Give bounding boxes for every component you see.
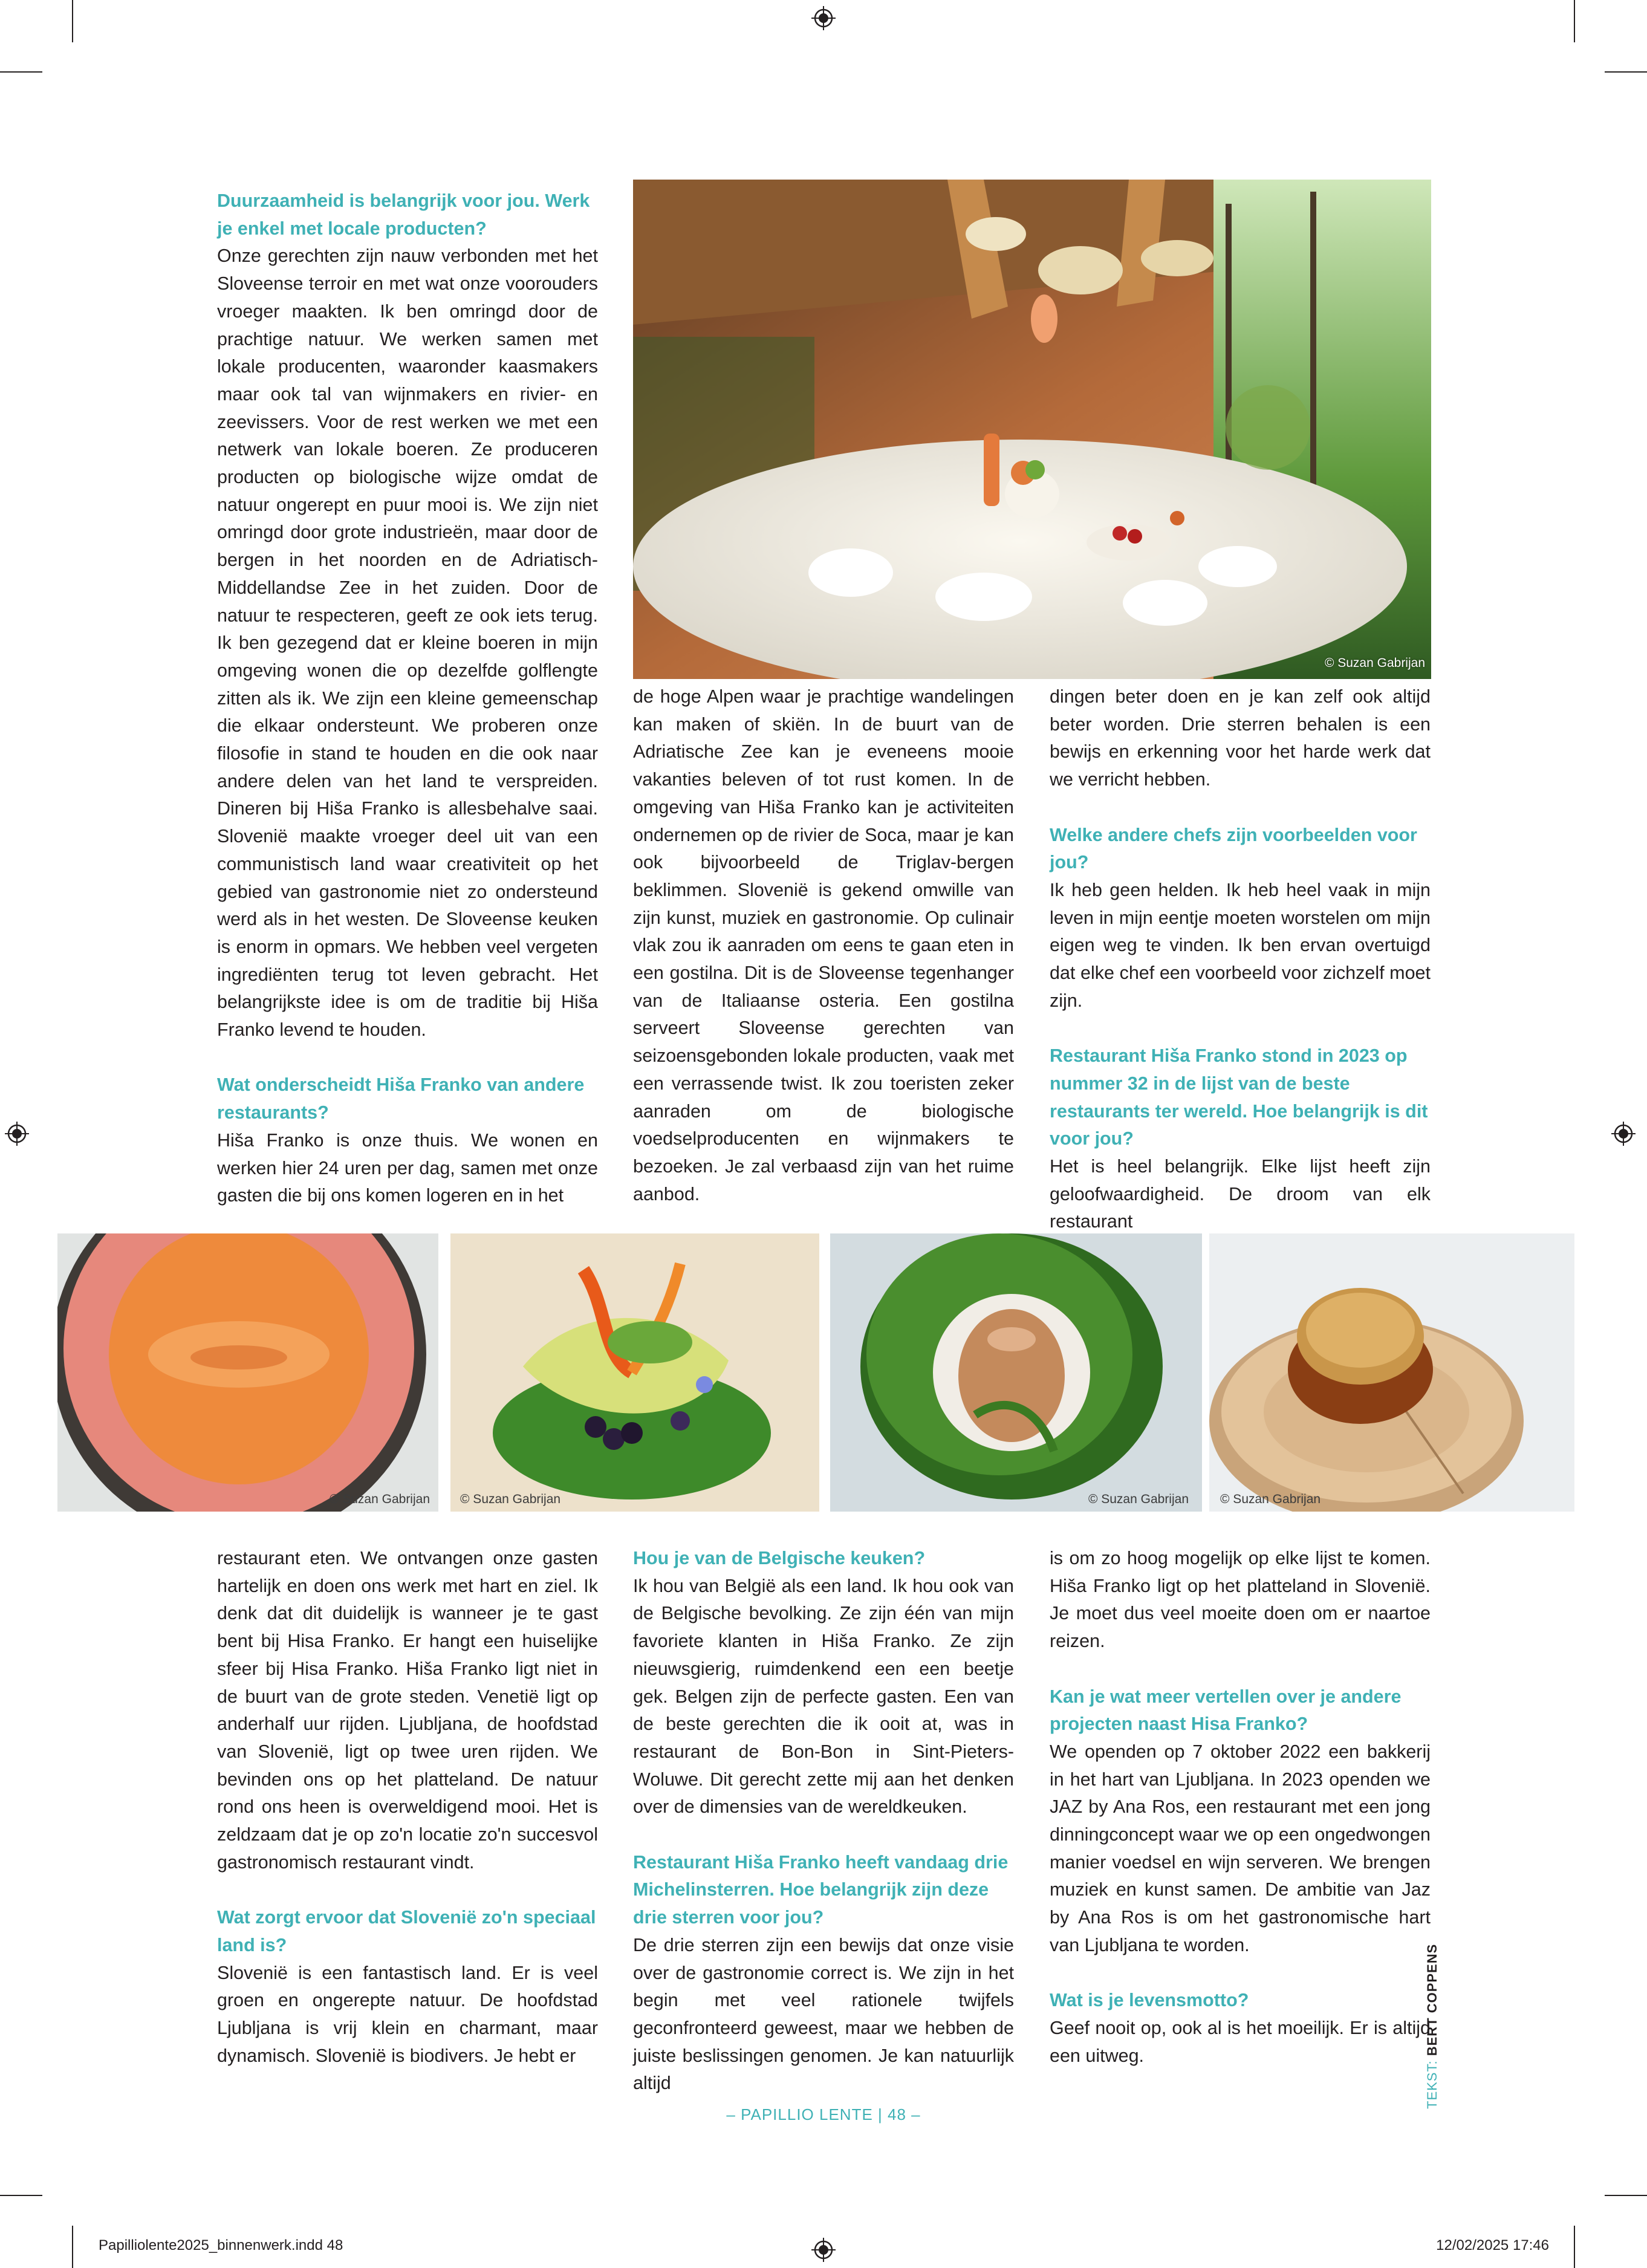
answer-text: is om zo hoog mogelijk op elke lijst te komen. Hiša Franko ligt op het platteland in Slovenië. Je moet dus veel moeite doen om er naartoe reizen.: [1050, 1548, 1431, 1652]
answer-text: Slovenië is een fantastisch land. Er is veel groen en ongerepte natuur. De hoofdstad Ljubljana is vrij klein en charmant, maar dynamisch. Slovenië is biodivers. Je hebt er: [217, 1962, 598, 2066]
author-credit: [1424, 1944, 1440, 2109]
question-heading: Duurzaamheid is belangrijk voor jou. Werk je enkel met locale producten?: [217, 190, 590, 239]
qa-block: [1050, 1042, 1431, 1236]
qa-block: [1050, 1987, 1431, 2070]
qa-block: [633, 1849, 1014, 2097]
registration-mark-icon: [1611, 1122, 1636, 1146]
author-label: TEKST:: [1424, 2060, 1440, 2109]
crop-mark: [0, 2195, 42, 2196]
question-heading: Welke andere chefs zijn voorbeelden voor jou?: [1050, 824, 1417, 873]
answer-text: restaurant eten. We ontvangen onze gasten hartelijk en doen ons werk met hart en ziel. Ik denk dat dit duidelijk is wanneer je te gast bent bij Hisa Franko. Er hangt een huiselijke sfeer bij Hisa Franko. Hiša Franko ligt niet in de buurt van de grote steden. Venetië ligt op anderhalf uur rijden. Ljubljana, de hoofdstad van Slovenië, ligt op twee uren rijden. We bevinden ons op het platteland. De natuur rond ons heen is overweldigend mooi. Het is zeldzaam dat je op zo'n locatie zo'n succesvol gastronomisch restaurant vindt.: [217, 1548, 598, 1873]
photo-credit: © Suzan Gabrijan: [460, 1492, 561, 1506]
registration-mark-icon: [5, 1122, 29, 1146]
qa-block: [217, 1071, 598, 1210]
registration-mark-icon: [811, 2238, 836, 2262]
print-slug-file: Papilliolente2025_binnenwerk.indd 48: [99, 2237, 343, 2253]
question-heading: Wat onderscheidt Hiša Franko van andere restaurants?: [217, 1074, 585, 1123]
qa-block: [1050, 1683, 1431, 1960]
article-column-6: [1050, 1545, 1431, 2070]
answer-text: Het is heel belangrijk. Elke lijst heeft zijn geloofwaardigheid. De droom van elk restaurant: [1050, 1155, 1431, 1232]
qa-block: [633, 683, 1014, 1208]
print-slug-date: 12/02/2025 17:46: [1436, 2237, 1549, 2253]
crop-mark: [72, 2226, 73, 2268]
crop-mark: [72, 0, 73, 42]
question-heading: Hou je van de Belgische keuken?: [633, 1548, 926, 1568]
qa-block: [1050, 683, 1431, 794]
leaf-plate-photo: [830, 1233, 1202, 1512]
qa-block: [217, 1904, 598, 2070]
qa-block: [1050, 822, 1431, 1015]
qa-block: [633, 1545, 1014, 1821]
answer-text: We openden op 7 oktober 2022 een bakkerij in het hart van Ljubljana. In 2023 openden we JAZ by Ana Ros, een restaurant met een jong dinningconcept waar we op een ongedwongen manier voedsel en wijn serveren. We brengen muziek en kunst samen. De ambitie van Jaz by Ana Ros is om het gastronomische hart van Ljubljana te worden.: [1050, 1741, 1431, 1955]
answer-text: de hoge Alpen waar je prachtige wandelingen kan maken of skiën. In de buurt van de Adriatische Zee kan je eveneens mooie vakanties beleven of tot rust komen. In de omgeving van Hiša Franko kan je activiteiten ondernemen op de rivier de Soca, maar je kan ook bijvoorbeeld de Triglav-bergen beklimmen. Slovenië is gekend omwille van zijn kunst, muziek en gastronomie. Op culinair vlak zou ik aanraden om eens te gaan eten in een gostilna. Dit is de Sloveense tegenhanger van de Italiaanse osteria. Een gostilna serveert Sloveense gerechten van seizoensgebonden lokale producten, vaak met een verrassende twist. Ik zou toeristen zeker aanraden om de biologische voedselproducenten en wijnmakers te bezoeken. Je zal verbaasd zijn van het ruime aanbod.: [633, 686, 1014, 1204]
crop-mark: [1605, 71, 1647, 73]
page-folio: – PAPILLIO LENTE | 48 –: [726, 2105, 921, 2123]
article-column-5: [633, 1545, 1014, 2097]
question-heading: Wat is je levensmotto?: [1050, 1990, 1249, 2011]
question-heading: Wat zorgt ervoor dat Slovenië zo'n speciaal land is?: [217, 1907, 596, 1955]
qa-block: [217, 1545, 598, 1876]
bread-bun-photo: [1209, 1233, 1574, 1512]
restaurant-interior-photo: [633, 180, 1431, 679]
photo-credit: © Suzan Gabrijan: [1324, 656, 1425, 670]
answer-text: Geef nooit op, ook al is het moeilijk. Er is altijd een uitweg.: [1050, 2017, 1431, 2066]
answer-text: Onze gerechten zijn nauw verbonden met het Sloveense terroir en met wat onze voorouders vroeger maakten. Ik ben omringd door de prachtige natuur. We werken samen met lokale producenten, waaronder kaasmakers maar ook tal van wijnmakers en rivier- en zeevissers. Voor de rest werken we met een netwerk van lokale boeren. Ze produceren producten op biologische wijze omdat de natuur ongerept en puur mooi is. We zijn niet omringd door grote industrieën, maar door de bergen in het noorden en de Adriatisch-Middellandse Zee in het zuiden. Door de natuur te respecteren, geeft ze ook iets terug. Ik ben gezegend dat er kleine boeren in mijn omgeving wonen die op dezelfde golflengte zitten als ik. We zijn een kleine gemeenschap die elkaar ondersteunt. We proberen onze filosofie in stand te houden en die ook naar andere delen van het land te verspreiden. Dineren bij Hiša Franko is allesbehalve saai. Slovenië maakte vroeger deel uit van een communistisch land waar creativiteit op het gebied van gastronomie niet zo ondersteund werd als in het westen. De Sloveense keuken is enorm in opmars. We hebben veel vergeten ingrediënten terug tot leven gebracht. Het belangrijkste idee is om de traditie bij Hiša Franko levend te houden.: [217, 245, 598, 1041]
photo-credit: © Suzan Gabrijan: [329, 1492, 430, 1506]
question-heading: Restaurant Hiša Franko heeft vandaag drie Michelinsterren. Hoe belangrijk zijn deze drie sterren voor jou?: [633, 1851, 1009, 1928]
article-column-4: [217, 1545, 598, 2070]
article-column-2: [633, 683, 1014, 1208]
soup-photo: [57, 1233, 438, 1512]
registration-mark-icon: [811, 6, 836, 30]
author-name: BERT COPPENS: [1424, 1943, 1440, 2056]
photo-credit: © Suzan Gabrijan: [1088, 1492, 1189, 1506]
vegetable-dish-photo: [450, 1233, 819, 1512]
answer-text: De drie sterren zijn een bewijs dat onze visie over de gastronomie correct is. We zijn in het begin met veel rationele twijfels geconfronteerd geweest, maar we hebben de juiste beslissingen genomen. Je kan natuurlijk altijd: [633, 1934, 1014, 2094]
crop-mark: [1574, 0, 1575, 42]
answer-text: dingen beter doen en je kan zelf ook altijd beter worden. Drie sterren behalen is een bewijs en erkenning voor het harde werk dat we verricht hebben.: [1050, 686, 1431, 790]
answer-text: Hiša Franko is onze thuis. We wonen en werken hier 24 uren per dag, samen met onze gasten die bij ons komen logeren en in het: [217, 1129, 598, 1206]
question-heading: Kan je wat meer vertellen over je andere projecten naast Hisa Franko?: [1050, 1686, 1402, 1735]
qa-block: [1050, 1545, 1431, 1656]
article-column-1: [217, 187, 598, 1210]
article-column-3: [1050, 683, 1431, 1236]
crop-mark: [0, 71, 42, 73]
answer-text: Ik hou van België als een land. Ik hou ook van de Belgische bevolking. Ze zijn één van mijn favoriete klanten in Hiša Franko. Ze zijn nieuwsgierig, ruimdenkend een een beetje gek. Belgen zijn de perfecte gasten. Een van de beste gerechten die ik ooit at, was in restaurant de Bon-Bon in Sint-Pieters-Woluwe. Dit gerecht zette mij aan het denken over de dimensies van de wereldkeuken.: [633, 1575, 1014, 1818]
answer-text: Ik heb geen helden. Ik heb heel vaak in mijn leven in mijn eentje moeten worstelen om mijn eigen weg te vinden. Ik ben ervan overtuigd dat elke chef een voorbeeld voor zichzelf moet zijn.: [1050, 879, 1431, 1011]
crop-mark: [1574, 2226, 1575, 2268]
photo-credit: © Suzan Gabrijan: [1220, 1492, 1321, 1506]
qa-block: [217, 187, 598, 1044]
crop-mark: [1605, 2195, 1647, 2196]
question-heading: Restaurant Hiša Franko stond in 2023 op nummer 32 in de lijst van de beste restaurants ter wereld. Hoe belangrijk is dit voor jou?: [1050, 1045, 1428, 1149]
